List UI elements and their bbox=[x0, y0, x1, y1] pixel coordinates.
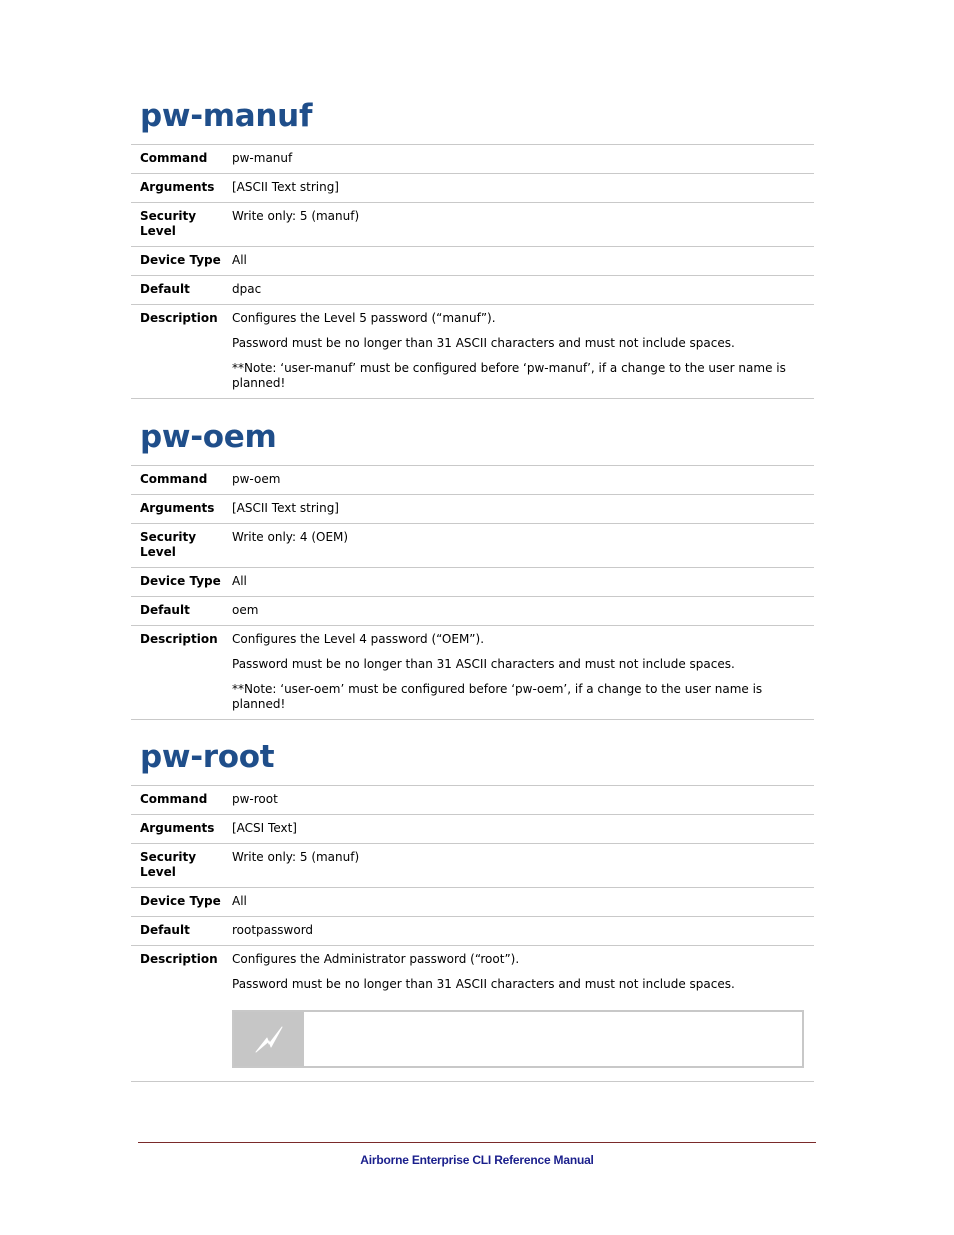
row-label: Description bbox=[131, 305, 232, 399]
table-row bbox=[131, 626, 814, 720]
table-row bbox=[131, 844, 814, 888]
row-label: Device Type bbox=[131, 888, 232, 917]
warning-callout bbox=[232, 1010, 804, 1068]
row-value: All bbox=[232, 568, 814, 597]
row-value bbox=[232, 305, 814, 399]
properties-table bbox=[131, 465, 814, 720]
table-row bbox=[131, 946, 814, 1082]
row-value: pw-root bbox=[232, 786, 814, 815]
description-line: Password must be no longer than 31 ASCII characters and must not include spaces. bbox=[232, 657, 735, 671]
description-note: **Note: ‘user-oem’ must be configured before ‘pw-oem’, if a change to the user name is planned! bbox=[232, 682, 763, 711]
table-row bbox=[131, 276, 814, 305]
section-heading: pw-oem bbox=[140, 419, 277, 455]
row-value bbox=[232, 946, 814, 1082]
row-value: All bbox=[232, 247, 814, 276]
row-value: Write only: 4 (OEM) bbox=[232, 524, 814, 568]
footer-rule bbox=[138, 1142, 816, 1143]
table-row bbox=[131, 203, 814, 247]
properties-table bbox=[131, 144, 814, 399]
description-line: Configures the Administrator password (“root”). bbox=[232, 952, 520, 966]
description-line: Password must be no longer than 31 ASCII characters and must not include spaces. bbox=[232, 336, 735, 350]
warning-icon-cell bbox=[234, 1012, 304, 1066]
row-value: pw-manuf bbox=[232, 145, 814, 174]
row-label: Arguments bbox=[131, 495, 232, 524]
row-value: Write only: 5 (manuf) bbox=[232, 203, 814, 247]
properties-table bbox=[131, 785, 814, 1082]
row-value: [ASCII Text string] bbox=[232, 495, 814, 524]
row-label: Arguments bbox=[131, 174, 232, 203]
row-value: dpac bbox=[232, 276, 814, 305]
table-row bbox=[131, 495, 814, 524]
table-row bbox=[131, 917, 814, 946]
row-label: Default bbox=[131, 597, 232, 626]
row-label: Device Type bbox=[131, 568, 232, 597]
table-row bbox=[131, 247, 814, 276]
row-label: Security Level bbox=[131, 203, 232, 247]
footer-title: Airborne Enterprise CLI Reference Manual bbox=[360, 1153, 594, 1167]
description-line: Configures the Level 4 password (“OEM”). bbox=[232, 632, 485, 646]
row-label: Security Level bbox=[131, 524, 232, 568]
table-row bbox=[131, 466, 814, 495]
table-row bbox=[131, 786, 814, 815]
row-value bbox=[232, 626, 814, 720]
row-value: oem bbox=[232, 597, 814, 626]
table-row bbox=[131, 568, 814, 597]
table-row bbox=[131, 815, 814, 844]
row-label: Command bbox=[131, 786, 232, 815]
row-value: [ASCII Text string] bbox=[232, 174, 814, 203]
row-label: Command bbox=[131, 466, 232, 495]
row-value: pw-oem bbox=[232, 466, 814, 495]
row-label: Description bbox=[131, 946, 232, 1082]
row-value: Write only: 5 (manuf) bbox=[232, 844, 814, 888]
row-label: Arguments bbox=[131, 815, 232, 844]
description-note: **Note: ‘user-manuf’ must be configured before ‘pw-manuf’, if a change to the user name is planned! bbox=[232, 361, 786, 390]
table-row bbox=[131, 524, 814, 568]
description-line: Password must be no longer than 31 ASCII characters and must not include spaces. bbox=[232, 977, 735, 991]
row-label: Device Type bbox=[131, 247, 232, 276]
section-heading: pw-root bbox=[140, 739, 275, 775]
description-line: Configures the Level 5 password (“manuf”). bbox=[232, 311, 496, 325]
row-label: Default bbox=[131, 276, 232, 305]
table-row bbox=[131, 597, 814, 626]
row-label: Command bbox=[131, 145, 232, 174]
row-label: Default bbox=[131, 917, 232, 946]
lightning-warning-icon bbox=[252, 1023, 286, 1055]
table-row bbox=[131, 305, 814, 399]
row-value: rootpassword bbox=[232, 917, 814, 946]
section-heading: pw-manuf bbox=[140, 98, 313, 134]
table-row bbox=[131, 888, 814, 917]
row-label: Security Level bbox=[131, 844, 232, 888]
table-row bbox=[131, 174, 814, 203]
table-row bbox=[131, 145, 814, 174]
row-value: [ACSI Text] bbox=[232, 815, 814, 844]
row-label: Description bbox=[131, 626, 232, 720]
row-value: All bbox=[232, 888, 814, 917]
